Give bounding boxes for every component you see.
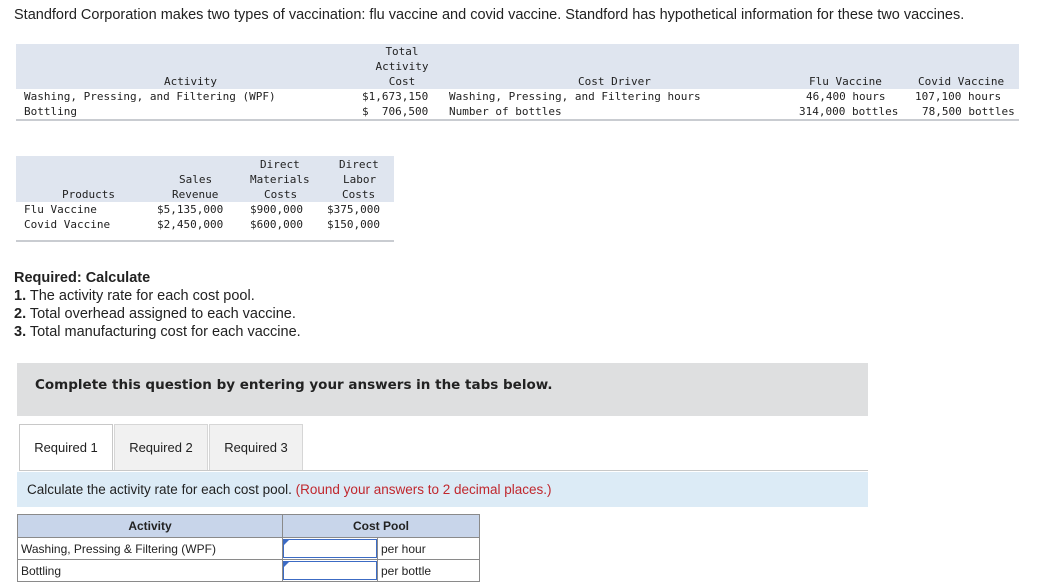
header-flu: Flu Vaccine (809, 75, 882, 88)
header-activity-2: Activity (375, 60, 429, 73)
instructions-text: Complete this question by entering your answers in the tabs below. (35, 377, 553, 393)
row-covid-dm: $600,000 (250, 218, 303, 231)
table-row (18, 560, 480, 582)
row-wpf-activity: Washing, Pressing, and Filtering (WPF) (24, 90, 276, 103)
row-covid-product: Covid Vaccine (24, 218, 111, 231)
tab-required-2[interactable]: Required 2 (114, 424, 208, 471)
header-covid: Covid Vaccine (918, 75, 1005, 88)
answer-row-wpf-activity: Washing, Pressing & Filtering (WPF) (18, 538, 283, 560)
required-item-1: 1. The activity rate for each cost pool. (14, 288, 255, 304)
header-cost: Cost (388, 75, 416, 88)
row-bottling-activity: Bottling (24, 105, 77, 118)
bottling-rate-input[interactable] (283, 561, 377, 580)
wpf-rate-input[interactable] (283, 539, 377, 558)
answer-row-bottling-activity: Bottling (18, 560, 283, 582)
required-item-3: 3. Total manufacturing cost for each vaccine. (14, 324, 301, 340)
row-flu-sales: $5,135,000 (157, 203, 224, 216)
header-dm-3: Costs (264, 188, 298, 201)
row-covid-sales: $2,450,000 (157, 218, 224, 231)
row-flu-dl: $375,000 (327, 203, 380, 216)
row-bottling-flu: 314,000 bottles (799, 105, 899, 118)
calc-text: Calculate the activity rate for each cost pool. (27, 482, 292, 497)
product-cost-table (16, 156, 394, 246)
required-title: Required: Calculate (14, 270, 151, 286)
answer-table (17, 514, 479, 582)
row-wpf-cost: $1,673,150 (362, 90, 429, 103)
header-dl-3: Costs (342, 188, 376, 201)
instructions-banner (17, 363, 868, 416)
answer-header-activity: Activity (18, 515, 283, 538)
header-cost-driver: Cost Driver (578, 75, 651, 88)
row-flu-dm: $900,000 (250, 203, 303, 216)
header-dl-1: Direct (339, 158, 379, 171)
header-activity: Activity (164, 75, 217, 88)
row-flu-product: Flu Vaccine (24, 203, 97, 216)
row-wpf-covid: 107,100 hours (915, 90, 1002, 103)
row-bottling-covid: 78,500 bottles (922, 105, 1015, 118)
row-bottling-cost: $ 706,500 (362, 105, 429, 118)
answer-header-cost-pool: Cost Pool (283, 515, 480, 538)
calc-note: (Round your answers to 2 decimal places.) (295, 482, 552, 497)
header-dm-1: Direct (260, 158, 300, 171)
required-item-2: 2. Total overhead assigned to each vaccine. (14, 306, 296, 322)
answer-row-bottling-unit: per bottle (378, 560, 480, 582)
row-wpf-flu: 46,400 hours (806, 90, 886, 103)
tab-required-3[interactable]: Required 3 (209, 424, 303, 471)
header-dl-2: Labor (343, 173, 377, 186)
row-covid-dl: $150,000 (327, 218, 380, 231)
table-row (18, 538, 480, 560)
calc-instruction (17, 472, 868, 507)
tab-required-1[interactable]: Required 1 (19, 424, 113, 471)
problem-intro: Standford Corporation makes two types of vaccination: flu vaccine and covid vaccine. Standford has hypothetical information for these two vaccines. (14, 7, 965, 23)
header-sales-2: Revenue (172, 188, 219, 201)
header-dm-2: Materials (250, 173, 310, 186)
header-products: Products (62, 188, 115, 201)
row-wpf-driver: Washing, Pressing, and Filtering hours (449, 90, 701, 103)
row-bottling-driver: Number of bottles (449, 105, 562, 118)
header-sales-1: Sales (179, 173, 213, 186)
header-total: Total (385, 45, 419, 58)
required-list (14, 269, 301, 341)
answer-row-wpf-unit: per hour (378, 538, 480, 560)
